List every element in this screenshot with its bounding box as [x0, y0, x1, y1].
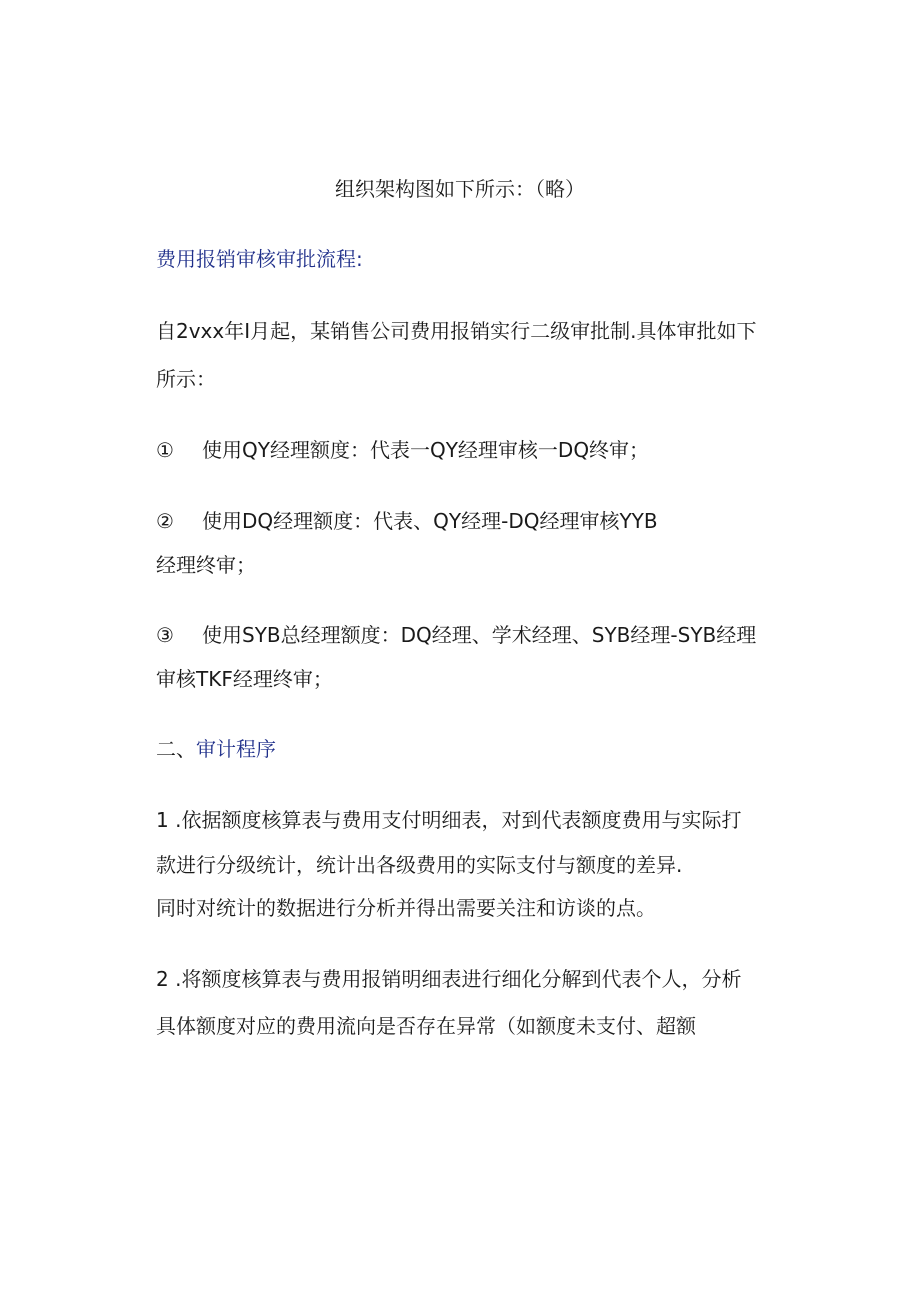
approval-item-3-cont: 审核TKF经理终审； — [156, 667, 333, 691]
org-chart-note: 组织架构图如下所示：（略） — [335, 177, 585, 201]
approval-process-heading: 费用报销审核审批流程: — [156, 247, 363, 271]
item-marker: ② — [156, 509, 174, 533]
section-number: 二、 — [156, 737, 196, 761]
item-text: 使用DQ经理额度：代表、QY经理-DQ经理审核YYB — [202, 509, 658, 533]
para1-line-2: 款进行分级统计，统计出各级费用的实际支付与额度的差异. — [156, 853, 683, 877]
section-heading-audit — [156, 735, 276, 763]
item-text: 使用SYB总经理额度：DQ经理、学术经理、SYB经理-SYB经理 — [202, 623, 757, 647]
approval-item-1 — [156, 436, 649, 464]
item-marker: ③ — [156, 623, 174, 647]
item-marker: ① — [156, 438, 174, 462]
item-text: 使用QY经理额度：代表一QY经理审核一DQ终审； — [202, 438, 650, 462]
para2-line-2: 具体额度对应的费用流向是否存在异常（如额度未支付、超额 — [156, 1014, 696, 1038]
para1-line-1: 1 .依据额度核算表与费用支付明细表，对到代表额度费用与实际打 — [156, 808, 742, 832]
para2-line-1: 2 .将额度核算表与费用报销明细表进行细化分解到代表个人，分析 — [156, 967, 742, 991]
intro-line-2: 所示： — [156, 367, 216, 391]
approval-item-3 — [156, 621, 756, 649]
approval-item-2 — [156, 507, 658, 535]
section-title: 审计程序 — [196, 737, 276, 761]
intro-line-1: 自2vxx年I月起，某销售公司费用报销实行二级审批制.具体审批如下 — [156, 319, 757, 343]
para1-line-3: 同时对统计的数据进行分析并得出需要关注和访谈的点。 — [156, 896, 656, 920]
approval-item-2-cont: 经理终审； — [156, 553, 256, 577]
